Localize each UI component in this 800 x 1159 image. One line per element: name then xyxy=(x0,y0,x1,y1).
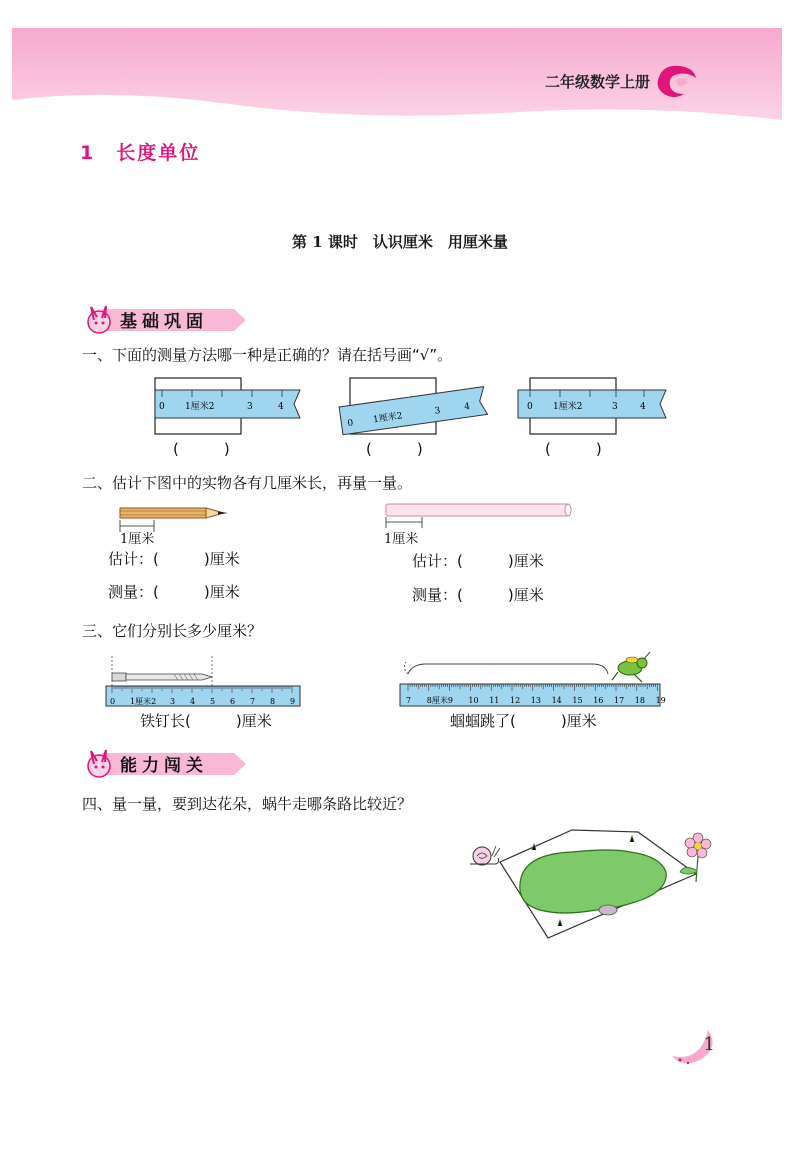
section-advanced-label: 能力闯关 xyxy=(120,756,208,776)
grasshopper-ruler-figure xyxy=(396,650,666,712)
swirl-logo-icon xyxy=(652,60,700,100)
ruler-tick-label: 12 xyxy=(510,696,521,705)
ruler-tick-label: 1厘米2 xyxy=(130,697,157,706)
question-3: 三、它们分别长多少厘米？ xyxy=(82,622,263,640)
ruler-tick-label: 7 xyxy=(406,696,412,705)
ruler-tick-label: 9 xyxy=(290,697,296,706)
ruler-tick-label: 16 xyxy=(593,696,604,705)
bunny-icon xyxy=(84,748,116,778)
grasshopper-icon xyxy=(612,652,650,682)
nail-ruler-figure xyxy=(104,654,304,710)
q1-answer-blank-b[interactable]: ( ) xyxy=(366,440,423,458)
svg-text:0: 0 xyxy=(346,418,354,429)
ruler-tick-label: 8厘米9 xyxy=(426,696,453,705)
question-1: 一、下面的测量方法哪一种是正确的？请在括号画“√”。 xyxy=(82,346,453,364)
ruler-tick-label: 0 xyxy=(110,697,116,706)
ruler-tick-label: 10 xyxy=(468,696,479,705)
ruler-tick-label: 5 xyxy=(210,697,216,706)
ruler-tick-label: 17 xyxy=(614,696,625,705)
question-4: 四、量一量，要到达花朵，蜗牛走哪条路比较近？ xyxy=(82,795,413,813)
ruler-tick-label: 11 xyxy=(489,696,500,705)
lesson-title: 第 1 课时 认识厘米 用厘米量 xyxy=(292,233,508,251)
svg-text:3: 3 xyxy=(612,402,618,412)
svg-text:1厘米2: 1厘米2 xyxy=(372,411,404,426)
ruler-tick-label: 3 xyxy=(170,697,176,706)
question-2: 二、估计下图中的实物各有几厘米长，再量一量。 xyxy=(82,474,413,492)
ruler-tick-label: 18 xyxy=(634,696,645,705)
svg-text:4: 4 xyxy=(640,402,646,412)
ruler-tick-label: 8 xyxy=(270,697,276,706)
bunny-icon xyxy=(84,304,116,334)
ruler-label: 0 xyxy=(159,402,165,412)
section-tab-basic xyxy=(84,306,249,332)
pencil-estimate[interactable]: 估计：( )厘米 xyxy=(108,550,240,568)
grasshopper-caption[interactable]: 蝈蝈跳了( )厘米 xyxy=(450,712,597,730)
straw-measure[interactable]: 测量：( )厘米 xyxy=(412,586,544,604)
ruler-tick-label: 7 xyxy=(250,697,256,706)
ruler-label: 4 xyxy=(278,402,284,412)
svg-text:1厘米2: 1厘米2 xyxy=(553,402,583,412)
pencil-unit-label: 1厘米 xyxy=(120,532,155,547)
q1-figure-a xyxy=(150,372,310,436)
snail-icon xyxy=(470,846,500,865)
straw-estimate[interactable]: 估计：( )厘米 xyxy=(412,552,544,570)
pencil-measure[interactable]: 测量：( )厘米 xyxy=(108,583,240,601)
q4-figure xyxy=(462,826,716,946)
section-tab-advanced xyxy=(84,750,249,776)
svg-text:3: 3 xyxy=(433,405,442,417)
q1-answer-blank-c[interactable]: ( ) xyxy=(545,440,602,458)
section-basic-label: 基础巩固 xyxy=(120,312,208,332)
svg-text:0: 0 xyxy=(527,402,533,412)
ruler-tick-label: 19 xyxy=(655,696,666,705)
svg-text:4: 4 xyxy=(463,401,471,413)
ruler-tick-label: 14 xyxy=(551,696,562,705)
ruler-label: 1厘米2 xyxy=(185,402,215,412)
ruler-tick-label: 15 xyxy=(572,696,583,705)
ruler-tick-label: 4 xyxy=(190,697,196,706)
q1-answer-blank-a[interactable]: ( ) xyxy=(173,440,230,458)
ruler-tick-label: 6 xyxy=(230,697,236,706)
ruler-tick-label: 13 xyxy=(530,696,541,705)
straw-unit-label: 1厘米 xyxy=(384,532,419,547)
q1-figure-c xyxy=(516,372,676,436)
book-title: 二年级数学上册 xyxy=(544,73,650,91)
q1-figure-b xyxy=(338,372,498,436)
ruler-label: 3 xyxy=(247,402,253,412)
unit-title: 1 长度单位 xyxy=(80,142,201,164)
nail-caption[interactable]: 铁钉长( )厘米 xyxy=(140,712,272,730)
page-number: 1 xyxy=(703,1034,715,1055)
